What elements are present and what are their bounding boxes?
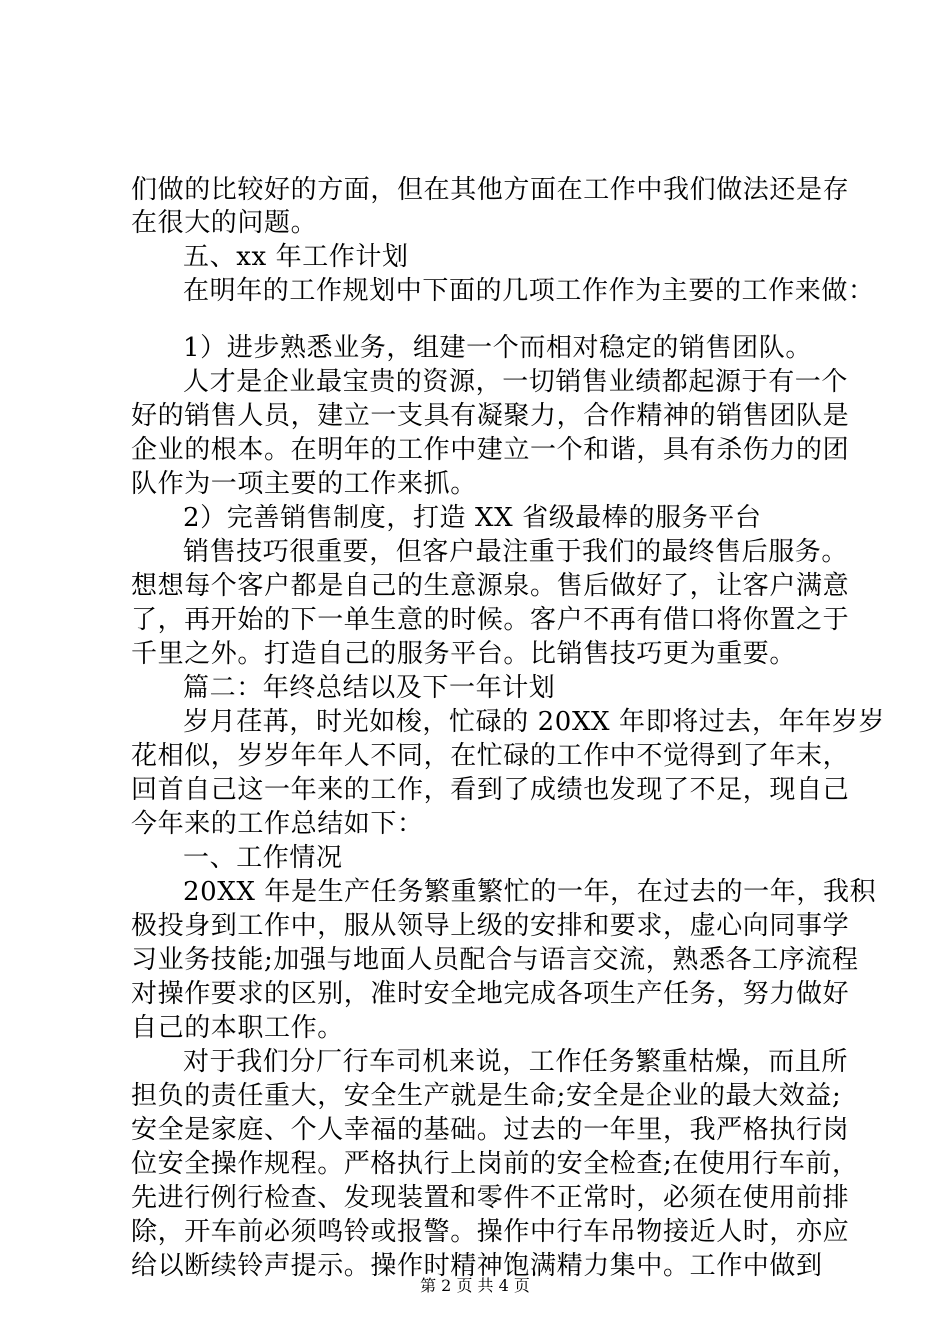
section-heading: 篇二：年终总结以及下一年计划 bbox=[183, 673, 556, 703]
text-line: 人才是企业最宝贵的资源，一切销售业绩都起源于有一个 bbox=[183, 367, 849, 397]
text-line: 先进行例行检查、发现装置和零件不正常时，必须在使用前排 bbox=[131, 1183, 850, 1213]
page-number-footer: 第 2 页 共 4 页 bbox=[420, 1276, 530, 1295]
text-line: 队作为一项主要的工作来抓。 bbox=[131, 469, 477, 499]
text-line: 对于我们分厂行车司机来说，工作任务繁重枯燥，而且所 bbox=[183, 1047, 849, 1077]
text-line: 极投身到工作中，服从领导上级的安排和要求，虚心向同事学 bbox=[131, 911, 850, 941]
text-line: 给以断续铃声提示。操作时精神饱满精力集中。工作中做到 bbox=[131, 1251, 823, 1281]
text-line: 销售技巧很重要，但客户最注重于我们的最终售后服务。 bbox=[183, 537, 849, 567]
text-line: 担负的责任重大，安全生产就是生命;安全是企业的最大效益; bbox=[131, 1081, 842, 1111]
text-line: 千里之外。打造自己的服务平台。比销售技巧更为重要。 bbox=[131, 639, 797, 669]
text-line: 们做的比较好的方面，但在其他方面在工作中我们做法还是存 bbox=[131, 175, 850, 205]
list-item-heading: 2）完善销售制度，打造 XX 省级最棒的服务平台 bbox=[183, 503, 762, 533]
text-line: 在明年的工作规划中下面的几项工作作为主要的工作来做： bbox=[183, 276, 875, 306]
text-line: 位安全操作规程。严格执行上岗前的安全检查;在使用行车前， bbox=[131, 1149, 859, 1179]
text-line: 岁月荏苒，时光如梭，忙碌的 20XX 年即将过去，年年岁岁 bbox=[183, 707, 886, 737]
text-line: 企业的根本。在明年的工作中建立一个和谐，具有杀伤力的团 bbox=[131, 435, 850, 465]
text-line: 了，再开始的下一单生意的时候。客户不再有借口将你置之于 bbox=[131, 605, 850, 635]
text-line: 对操作要求的区别，准时安全地完成各项生产任务，努力做好 bbox=[131, 979, 850, 1009]
text-line: 自己的本职工作。 bbox=[131, 1013, 344, 1043]
text-line: 好的销售人员，建立一支具有凝聚力，合作精神的销售团队是 bbox=[131, 401, 850, 431]
text-line: 安全是家庭、个人幸福的基础。过去的一年里，我严格执行岗 bbox=[131, 1115, 850, 1145]
text-line: 20XX 年是生产任务繁重繁忙的一年，在过去的一年，我积 bbox=[183, 877, 877, 907]
text-line: 习业务技能;加强与地面人员配合与语言交流，熟悉各工序流程 bbox=[131, 945, 859, 975]
text-line: 回首自己这一年来的工作，看到了成绩也发现了不足，现自己 bbox=[131, 775, 850, 805]
text-line: 想想每个客户都是自己的生意源泉。售后做好了，让客户满意 bbox=[131, 571, 850, 601]
text-line: 花相似，岁岁年年人不同，在忙碌的工作中不觉得到了年末， bbox=[131, 741, 850, 771]
text-line: 除，开车前必须鸣铃或报警。操作中行车吊物接近人时，亦应 bbox=[131, 1217, 850, 1247]
text-line: 今年来的工作总结如下： bbox=[131, 809, 424, 839]
text-line: 在很大的问题。 bbox=[131, 208, 318, 238]
list-item-heading: 1）进步熟悉业务，组建一个而相对稳定的销售团队。 bbox=[183, 333, 812, 363]
section-heading: 一、工作情况 bbox=[183, 843, 343, 873]
section-heading: 五、xx 年工作计划 bbox=[183, 242, 409, 272]
